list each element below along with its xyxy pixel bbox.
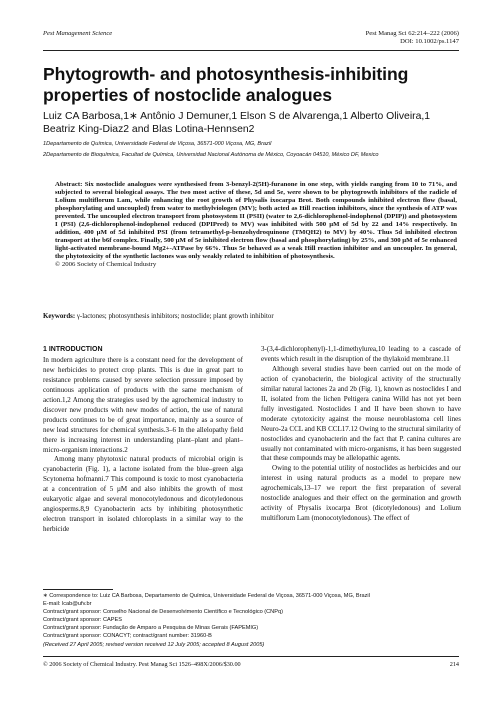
received-dates bbox=[43, 641, 473, 649]
page-number: 214 bbox=[449, 661, 459, 668]
article-title: Phytogrowth- and photosynthesis-inhibiting properties of nostoclide analogues bbox=[43, 64, 409, 105]
grant-sponsor-3: Contract/grant sponsor: Fundação de Amparo a Pesquisa de Minas Gerais (FAPEMIG) bbox=[43, 625, 259, 632]
authors-line-2: Beatriz King-Diaz2 and Blas Lotina-Hennsen2 bbox=[43, 124, 255, 136]
paragraph: In modern agriculture there is a constant need for the development of new herbicides to protect crop plants. This is due in great part to resistance problems caused by severe selection pressure imposed by continuous application of products with the same mechanism of action.1,2 Among the strategies used by the agrochemical industry to discover new products with new modes of action, the use of natural products continues to be of great importance, mainly as a source of new lead structures for chemical synthesis.3–6 In the allelopathy field there is increasing interest in understanding plant–plant and plant–micro-organism interactions.2 bbox=[43, 355, 243, 454]
paragraph: Although several studies have been carried out on the mode of action of cyanobacterin, the biological activity of the structurally similar natural lactones 2a and 2b (Fig. 1), known as nostoclides I and II, isolated from the lichen Peltigera canina Willd has not yet been fully investigated. Nostoclides I and II have been shown to have moderate cytotoxicity against the mouse neuroblastoma cell lines Neuro-2a CCL and KB CCL17.12 Owing to the structural similarity of nostoclides and cyanobacterin and the fact that P. canina cultures are usually not contaminated with micro-organisms, it has been suggested that these compounds may be allelopathic agents. bbox=[261, 364, 461, 463]
email-note: E-mail: lcab@ufv.br bbox=[43, 601, 92, 608]
journal-name: Pest Management Science bbox=[43, 30, 113, 37]
body-column-right bbox=[261, 345, 461, 524]
grant-sponsor-2: Contract/grant sponsor: CAPES bbox=[43, 617, 122, 624]
abstract-copyright: © 2006 Society of Chemical Industry bbox=[55, 261, 157, 269]
grant-sponsor-4: Contract/grant sponsor: CONACYT; contract/grant number: 31960-B bbox=[43, 633, 212, 640]
footnotes bbox=[43, 592, 473, 649]
affiliations bbox=[43, 139, 473, 161]
abstract bbox=[55, 181, 457, 270]
header-rule bbox=[43, 50, 459, 51]
correspondence-note: ∗ Correspondence to: Luiz CA Barbosa, Departamento de Química, Universidade Federal de Viçosa, 36571-000 Viçosa, MG, Brazil bbox=[43, 593, 370, 599]
doi: DOI: 10.1002/ps.1147 bbox=[400, 38, 459, 46]
paragraph: Among many phytotoxic natural products of microbial origin is cyanobacterin (Fig. 1), a lactone isolated from the blue–green alga Scytonema hofmanni.7 This compound is toxic to most cyanobacteria at a concentration of 5 µM and also inhibits the growth of most eukaryotic algae and several monocotyledonous and dicotyledonous angiosperms.8,9 Cyanobacterin acts by inhibiting photosynthetic electron transport in isolated chloroplasts in a similar way to the herbicide bbox=[43, 455, 243, 534]
authors-line-1: Luiz CA Barbosa,1∗ Antônio J Demuner,1 Elson S de Alvarenga,1 Alberto Oliveira,1 bbox=[43, 111, 431, 122]
footnote-rule bbox=[43, 589, 113, 590]
received-dates-text: (Received 27 April 2005; revised version received 12 July 2005; accepted 8 August 2005) bbox=[43, 641, 265, 648]
affiliation-2: 2Departamento de Bioquímica, Facultad de Química, Universidad Nacional Autónoma de México, Coyoacán 04510, México DF, Mexico bbox=[43, 152, 379, 158]
footer-rule bbox=[43, 656, 459, 657]
journal-citation: Pest Manag Sci 62:214–222 (2006) bbox=[365, 30, 459, 37]
author-list bbox=[43, 110, 473, 137]
keywords-text: γ-lactones; photosynthesis inhibitors; nostoclide; plant growth inhibitor bbox=[76, 313, 274, 320]
grant-sponsor-1: Contract/grant sponsor: Conselho Nacional de Desenvolvimento Científico e Tecnológico (CNPq) bbox=[43, 609, 283, 616]
footer-copyright: © 2006 Society of Chemical Industry. Pest Manag Sci 1526–498X/2006/$30.00 bbox=[43, 661, 241, 668]
paragraph: Owing to the potential utility of nostoclides as herbicides and our interest in using natural products as a model to prepare new agrochemicals,13–17 we report the first preparation of several nostoclide analogues and their effect on the germination and growth activity of Physalis ixocarpa Brot (dicotyledonous) and Lolium multiflorum Lam (monocotyledonous). The effect of bbox=[261, 464, 461, 523]
header-citation-block bbox=[366, 30, 459, 47]
abstract-text: Abstract: Six nostoclide analogues were synthesised from 3-benzyl-2(5H)-furanone in one step, with yields ranging from 10 to 71%, and subjected to several biological assays. The two most active of these, 5d and 5e, were shown to be phytogrowth inhibitors of the radicle of Lolium multiflorum Lam, while enhancing the root growth of Physalis ixocarpa Brot. Both compounds inhibited electron flow (basal, phosphorylating and uncoupled) from water to methylviologen (MV); both acted as Hill reaction inhibitors, since the synthesis of ATP was prevented. The uncoupled electron transport from photosystem II (PSII) (water to 2,6-dichlorophenol-indophenol (DPIP)) and photosystem I (PSI) (2,6-dichlorophenol-indophenol reduced (DPIPred) to MV) was inhibited with 500 µM of 5d by 22 and 14% respectively. In addition, 400 µM of 5d inhibited PSI (from tetramethyl-p-benzohydroquinone (TMQH2) to MV) by 40%. Thus 5d inhibited electron transport at the b6f complex. Finally, 500 µM of 5e inhibited electron flow (basal and phosphorylating) by 25%, and 300 µM of 5e enhanced light-activated membrane-bound Mg2+-ATPase by 66%. Thus 5e behaved as a weak Hill reaction inhibitor and an uncoupler. In general, the phytotoxicity of the synthetic lactones was only weakly related to inhibition of photosynthesis. bbox=[55, 181, 457, 261]
body-column-left bbox=[43, 345, 243, 535]
section-heading: 1 INTRODUCTION bbox=[43, 346, 103, 353]
affiliation-1: 1Departamento de Química, Universidade Federal de Viçosa, 36571-000 Viçosa, MG, Brazil bbox=[43, 141, 272, 147]
keywords-label: Keywords: bbox=[43, 313, 76, 320]
paragraph: 3-(3,4-dichlorophenyl)-1,1-dimethylurea,10 leading to a cascade of events which result in the disruption of the thylakoid membrane.11 bbox=[261, 345, 461, 363]
keywords bbox=[43, 313, 473, 321]
